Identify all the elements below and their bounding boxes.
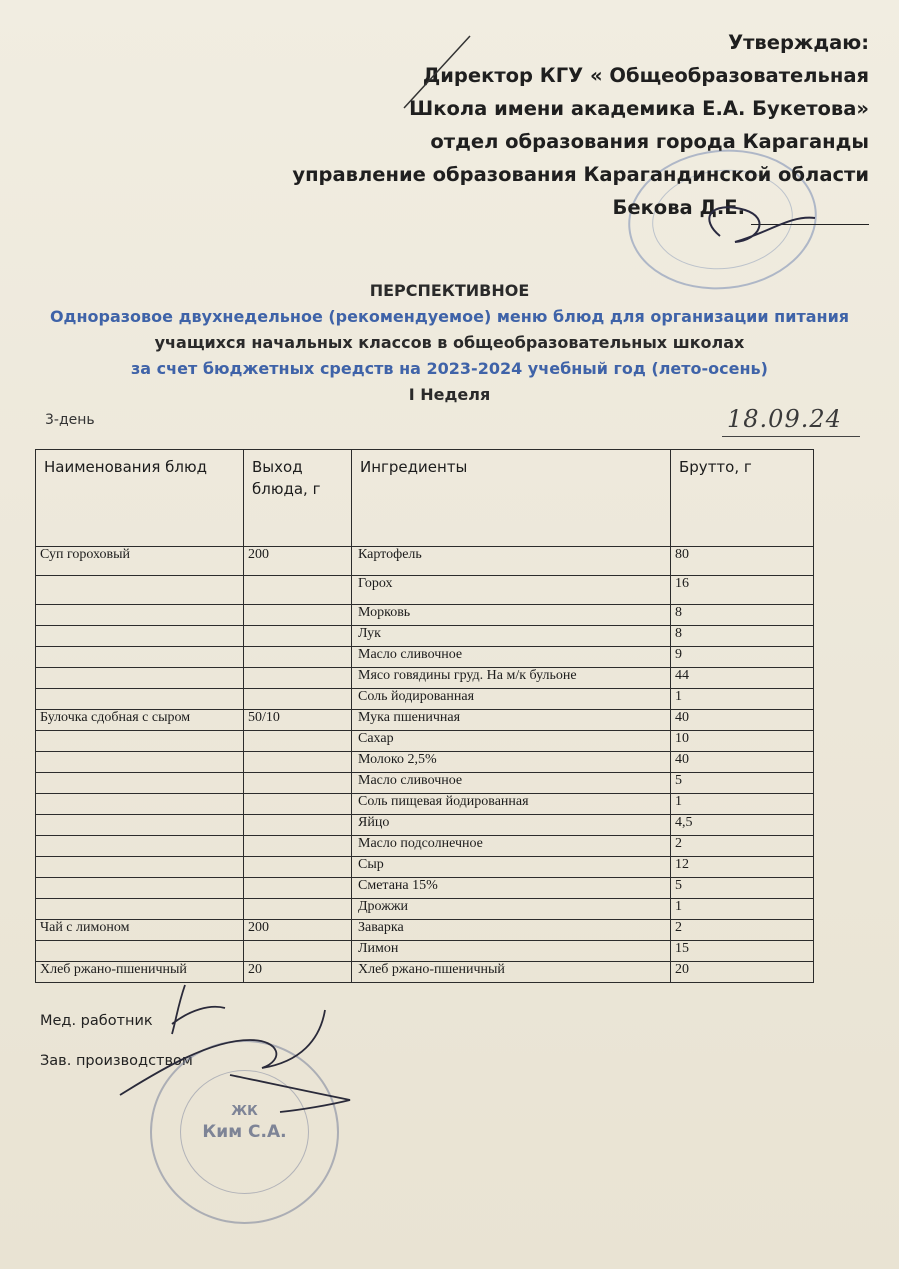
ingredient-cell: Яйцо	[352, 815, 671, 836]
gross-cell: 9	[671, 647, 814, 668]
ingredient-cell: Молоко 2,5%	[352, 752, 671, 773]
production-head-label: Зав. производством	[40, 1053, 193, 1069]
gross-cell: 1	[671, 899, 814, 920]
stamp-text-1: ЖК	[231, 1104, 258, 1119]
header-gross: Брутто, г	[671, 450, 814, 547]
approval-line-3: Школа имени академика Е.А. Букетова»	[409, 97, 869, 120]
ingredient-cell: Соль пищевая йодированная	[352, 794, 671, 815]
ingredient-cell: Масло сливочное	[352, 647, 671, 668]
ingredient-cell: Сыр	[352, 857, 671, 878]
ingredient-cell: Масло подсолнечное	[352, 836, 671, 857]
yield-cell: 20	[244, 962, 352, 983]
heading-title: ПЕРСПЕКТИВНОЕ	[369, 281, 530, 300]
gross-cell: 2	[671, 920, 814, 941]
yield-cell: 200	[244, 547, 352, 576]
approval-line-1: Утверждаю:	[728, 31, 869, 54]
handwritten-date: 18.09.24	[727, 405, 842, 433]
heading-line-1: Одноразовое двухнедельное (рекомендуемое) меню блюд для организации питания	[49, 307, 850, 326]
gross-cell: 2	[671, 836, 814, 857]
gross-cell: 12	[671, 857, 814, 878]
ingredient-cell: Заварка	[352, 920, 671, 941]
gross-cell: 5	[671, 878, 814, 899]
gross-cell: 1	[671, 689, 814, 710]
ingredient-cell: Мука пшеничная	[352, 710, 671, 731]
gross-cell: 8	[671, 605, 814, 626]
yield-cell: 200	[244, 920, 352, 941]
gross-cell: 40	[671, 752, 814, 773]
dish-cell: Булочка сдобная с сыром	[36, 710, 244, 731]
gross-cell: 40	[671, 710, 814, 731]
slash-mark	[404, 36, 470, 108]
gross-cell: 80	[671, 547, 814, 576]
approval-signer: Бекова Д.Е.	[612, 196, 745, 219]
med-signature	[172, 985, 225, 1034]
gross-cell: 4,5	[671, 815, 814, 836]
ingredient-cell: Горох	[352, 576, 671, 605]
stamp-text-2: Ким С.А.	[202, 1122, 287, 1142]
heading-line-2: учащихся начальных классов в общеобразовательных школах	[154, 333, 745, 352]
ingredient-cell: Хлеб ржано-пшеничный	[352, 962, 671, 983]
production-signature	[120, 1010, 350, 1112]
approval-line-2: Директор КГУ « Общеобразовательная	[422, 64, 869, 87]
ingredient-cell: Лимон	[352, 941, 671, 962]
approval-line-5: управление образования Карагандинской области	[292, 163, 869, 186]
approval-line-4: отдел образования города Караганды	[430, 130, 869, 153]
ingredient-cell: Сахар	[352, 731, 671, 752]
gross-cell: 5	[671, 773, 814, 794]
ingredient-cell: Соль йодированная	[352, 689, 671, 710]
day-label: 3-день	[45, 412, 95, 428]
header-ingredient: Ингредиенты	[352, 450, 671, 547]
ingredient-cell: Дрожжи	[352, 899, 671, 920]
gross-cell: 44	[671, 668, 814, 689]
dish-cell: Чай с лимоном	[36, 920, 244, 941]
header-yield: Выход блюда, г	[244, 450, 352, 547]
gross-cell: 8	[671, 626, 814, 647]
director-signature	[709, 207, 815, 242]
gross-cell: 1	[671, 794, 814, 815]
ingredient-cell: Сметана 15%	[352, 878, 671, 899]
ingredient-cell: Мясо говядины груд. На м/к бульоне	[352, 668, 671, 689]
ingredient-cell: Картофель	[352, 547, 671, 576]
ingredient-cell: Морковь	[352, 605, 671, 626]
gross-cell: 20	[671, 962, 814, 983]
dish-cell: Суп гороховый	[36, 547, 244, 576]
ingredient-cell: Масло сливочное	[352, 773, 671, 794]
heading-line-3: за счет бюджетных средств на 2023-2024 учебный год (лето-осень)	[131, 359, 768, 378]
ingredient-cell: Лук	[352, 626, 671, 647]
yield-cell: 50/10	[244, 710, 352, 731]
heading-week: I Неделя	[408, 385, 491, 404]
header-dish: Наименования блюд	[36, 450, 244, 547]
gross-cell: 15	[671, 941, 814, 962]
gross-cell: 16	[671, 576, 814, 605]
dish-cell: Хлеб ржано-пшеничный	[36, 962, 244, 983]
med-worker-label: Мед. работник	[40, 1013, 153, 1029]
gross-cell: 10	[671, 731, 814, 752]
